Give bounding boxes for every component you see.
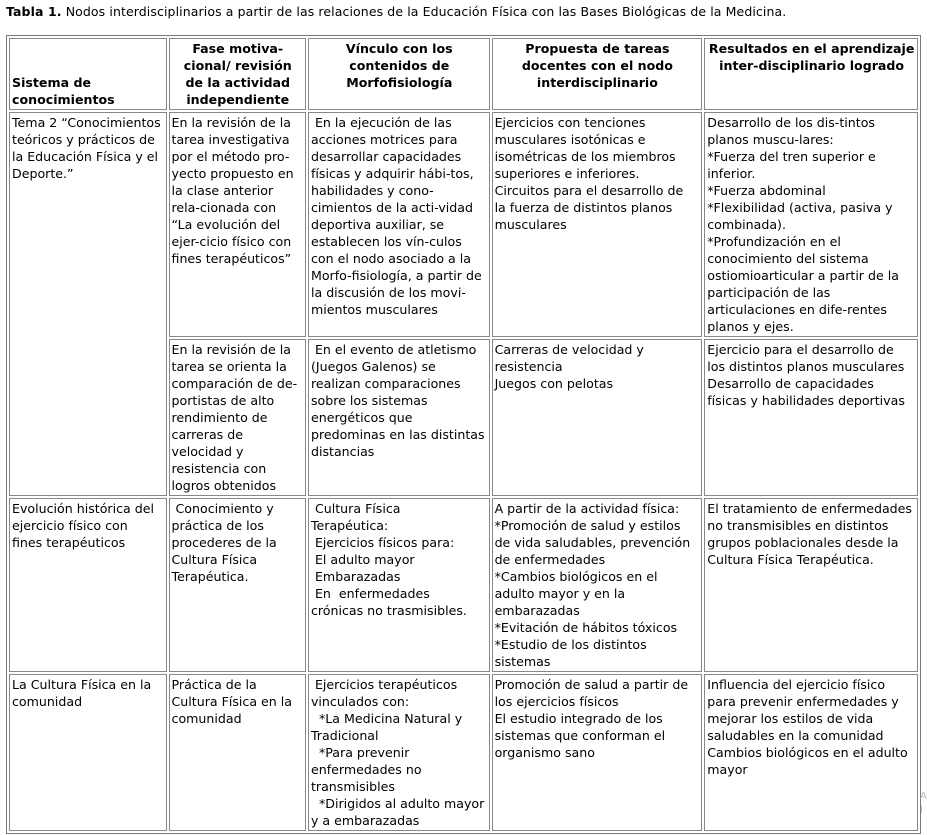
cell-line: Cambios biológicos en el adulto [707, 745, 908, 760]
cell-line: musculares [494, 217, 567, 232]
cell-line: por el método pro- [171, 149, 290, 164]
cell-line: rendimiento de [171, 410, 268, 425]
cell-line: *Estudio de los distintos [494, 637, 647, 652]
cell-line: El tratamiento de enfermedades [707, 501, 912, 516]
table-cell [9, 498, 167, 672]
cell-line: Ejercicio para el desarrollo de [707, 342, 894, 357]
cell-line: distancias [310, 444, 375, 459]
cell-line: *Evitación de hábitos tóxicos [494, 620, 678, 635]
cell-line: *Fuerza del tren superior e [707, 149, 876, 164]
table-caption [6, 4, 786, 19]
cell-line: logros obtenidos [171, 478, 277, 493]
cell-line: grupos poblacionales desde la [707, 535, 899, 550]
cell-line: Embarazadas [310, 569, 401, 584]
cell-line: procederes de la [171, 535, 277, 550]
cell-line: articulaciones en dife-rentes [707, 302, 887, 317]
cell-line: sistemas [494, 654, 551, 669]
cell-line: Ejercicios con tenciones [494, 115, 646, 130]
table-cell [492, 112, 703, 337]
cell-line: Vínculo con los [345, 41, 453, 56]
cell-line: En la revisión de la [171, 342, 291, 357]
header-cell [308, 38, 490, 110]
cell-line: físicas y habilidades deportivas [707, 393, 905, 408]
cell-line: mientos musculares [310, 302, 438, 317]
cell-line: Carreras de velocidad y [494, 342, 644, 357]
cell-line: ejercicio físico con [12, 518, 128, 533]
cell-line: Resultados en el aprendizaje [708, 41, 915, 56]
cell-line: El adulto mayor [310, 552, 415, 567]
cell-line: *Cambios biológicos en el [494, 569, 658, 584]
cell-line: mayor [707, 762, 748, 777]
cell-line: interdisciplinario [536, 75, 658, 90]
cell-line: En enfermedades [310, 586, 430, 601]
cell-line: Fase motiva- [192, 41, 284, 56]
header-cell [492, 38, 703, 110]
cell-line: embarazadas [494, 603, 580, 618]
interdisciplinary-nodes-table [6, 35, 921, 834]
cell-line: físicas y adquirir hábi-tos, [310, 166, 474, 181]
cell-line: los ejercicios físicos [494, 694, 619, 709]
cell-line: de vida saludables, prevención [494, 535, 691, 550]
cell-line: conocimientos [12, 92, 115, 107]
cell-line: Tradicional [310, 728, 379, 743]
table-cell [169, 112, 306, 337]
cell-line: predominas en las distintas [310, 427, 485, 442]
cell-line: la clase anterior [171, 183, 274, 198]
cell-line: portistas de alto [171, 393, 275, 408]
cell-line: Práctica de la [171, 677, 257, 692]
cell-line: *Profundización en el [707, 234, 841, 249]
cell-line: En la revisión de la [171, 115, 291, 130]
cell-line: con el nodo asociado a la [310, 251, 471, 266]
cell-line: fines terapéuticos [12, 535, 126, 550]
caption-text: Nodos interdisciplinarios a partir de las relaciones de la Educación Física con las Bases Biológicas de la Medicina. [65, 4, 787, 19]
cell-line: Tema 2 “Conocimientos [12, 115, 161, 130]
table-cell [9, 112, 167, 496]
table-row [9, 112, 918, 337]
cell-line: docentes con el nodo [521, 58, 673, 73]
table-cell [492, 498, 703, 672]
cell-line: y a embarazadas [310, 813, 420, 828]
cell-line: *Para prevenir [310, 745, 410, 760]
cell-line: superiores e inferiores. [494, 166, 640, 181]
cell-line: comparación de de- [171, 376, 298, 391]
cell-line: Juegos con pelotas [494, 376, 614, 391]
cell-line: Desarrollo de los dis-tintos [707, 115, 875, 130]
table-cell [308, 112, 490, 337]
cell-line: Ejercicios físicos para: [310, 535, 455, 550]
cell-line: desarrollar capacidades [310, 149, 462, 164]
cell-line: resistencia con [171, 461, 267, 476]
cell-line: cional/ revisión [183, 58, 292, 73]
cell-line: sistemas que conforman el [494, 728, 666, 743]
cell-line: (Juegos Galenos) se [310, 359, 436, 374]
table-cell [308, 339, 490, 496]
cell-line: adulto mayor y en la [494, 586, 626, 601]
table-cell [308, 498, 490, 672]
cell-line: Cultura Física [310, 501, 401, 516]
cell-line: Promoción de salud a partir de [494, 677, 689, 692]
cell-line: Conocimiento y [171, 501, 274, 516]
header-cell [169, 38, 306, 110]
cell-line: de la actividad [185, 75, 290, 90]
cell-line: Cultura Física [171, 552, 258, 567]
cell-line: yecto propuesto en [171, 166, 294, 181]
cell-line: vinculados con: [310, 694, 410, 709]
cell-line: contenidos de [349, 58, 450, 73]
cell-line: En la ejecución de las [310, 115, 452, 130]
cell-line: realizan comparaciones [310, 376, 461, 391]
cell-line: carreras de [171, 427, 243, 442]
cell-line: Sistema de [12, 75, 92, 90]
cell-line: *Promoción de salud y estilos [494, 518, 681, 533]
cell-line: velocidad y [171, 444, 244, 459]
edge-watermark: A l [920, 791, 927, 816]
cell-line: organismo sano [494, 745, 595, 760]
cell-line: transmisibles [310, 779, 395, 794]
cell-line: enfermedades no [310, 762, 422, 777]
cell-line: de enfermedades [494, 552, 606, 567]
cell-line: ejer-cicio físico con [171, 234, 292, 249]
cell-line: independiente [186, 92, 290, 107]
table-cell [308, 674, 490, 831]
cell-line: A partir de la actividad física: [494, 501, 680, 516]
table-cell [9, 674, 167, 831]
cell-line: inferior. [707, 166, 756, 181]
cell-line: la discusión de los movi- [310, 285, 466, 300]
cell-line: “La evolución del [171, 217, 281, 232]
cell-line: planos y ejes. [707, 319, 794, 334]
cell-line: Desarrollo de capacidades [707, 376, 874, 391]
cell-line: musculares isotónicas e [494, 132, 646, 147]
table-cell [169, 339, 306, 496]
cell-line: Deporte.” [12, 166, 74, 181]
cell-line: Propuesta de tareas [525, 41, 670, 56]
cell-line: fines terapéuticos” [171, 251, 292, 266]
cell-line: cimientos de la acti-vidad [310, 200, 474, 215]
cell-line: no transmisibles en distintos [707, 518, 889, 533]
cell-line: Circuitos para el desarrollo de [494, 183, 684, 198]
cell-line: energéticos que [310, 410, 413, 425]
caption-label: Tabla 1. [6, 4, 62, 19]
cell-line: Influencia del ejercicio físico [707, 677, 886, 692]
cell-line: saludables en la comunidad [707, 728, 884, 743]
table-cell [169, 674, 306, 831]
cell-line: *Flexibilidad (activa, pasiva y [707, 200, 893, 215]
table-row [9, 498, 918, 672]
cell-line: ostiomioarticular a partir de la [707, 268, 899, 283]
cell-line: establecen los vín-culos [310, 234, 462, 249]
cell-line: participación de las [707, 285, 831, 300]
cell-line: tarea se orienta la [171, 359, 287, 374]
cell-line: acciones motrices para [310, 132, 458, 147]
table-cell [492, 339, 703, 496]
cell-line: El estudio integrado de los [494, 711, 663, 726]
cell-line: práctica de los [171, 518, 264, 533]
table-cell [492, 674, 703, 831]
table-cell [704, 674, 918, 831]
cell-line: deportiva auxiliar, se [310, 217, 445, 232]
cell-line: Terapéutica. [171, 569, 249, 584]
cell-line: comunidad [12, 694, 83, 709]
cell-line: habilidades y cono- [310, 183, 434, 198]
cell-line: Cultura Física en la [171, 694, 293, 709]
cell-line: *Dirigidos al adulto mayor [310, 796, 485, 811]
cell-line: resistencia [494, 359, 563, 374]
cell-line: Evolución histórica del [12, 501, 154, 516]
cell-line: combinada). [707, 217, 786, 232]
cell-line: inter-disciplinario logrado [719, 58, 905, 73]
header-row [9, 38, 918, 110]
header-cell [9, 38, 167, 110]
cell-line: para prevenir enfermedades y [707, 694, 899, 709]
cell-line: Cultura Física Terapéutica. [707, 552, 874, 567]
cell-line: *La Medicina Natural y [310, 711, 463, 726]
cell-line: rela-cionada con [171, 200, 277, 215]
table-cell [704, 112, 918, 337]
cell-line: los distintos planos musculares [707, 359, 905, 374]
cell-line: isométricas de los miembros [494, 149, 676, 164]
cell-line: mejorar los estilos de vida [707, 711, 874, 726]
cell-line: crónicas no trasmisibles. [310, 603, 467, 618]
cell-line: teóricos y prácticos de [12, 132, 155, 147]
cell-line: La Cultura Física en la [12, 677, 152, 692]
cell-line: comunidad [171, 711, 242, 726]
cell-line: la Educación Física y el [12, 149, 159, 164]
table-cell [704, 498, 918, 672]
cell-line: planos muscu-lares: [707, 132, 834, 147]
cell-line: Ejercicios terapéuticos [310, 677, 458, 692]
table-cell [704, 339, 918, 496]
cell-line: tarea investigativa [171, 132, 290, 147]
table-row [9, 674, 918, 831]
cell-line: sobre los sistemas [310, 393, 428, 408]
cell-line: Terapéutica: [310, 518, 389, 533]
cell-line: Morfofisiología [346, 75, 453, 90]
header-cell [704, 38, 918, 110]
cell-line: *Fuerza abdominal [707, 183, 826, 198]
cell-line: En el evento de atletismo [310, 342, 477, 357]
table-cell [169, 498, 306, 672]
cell-line: conocimiento del sistema [707, 251, 869, 266]
cell-line: la fuerza de distintos planos [494, 200, 673, 215]
cell-line: Morfo-fisiología, a partir de [310, 268, 482, 283]
